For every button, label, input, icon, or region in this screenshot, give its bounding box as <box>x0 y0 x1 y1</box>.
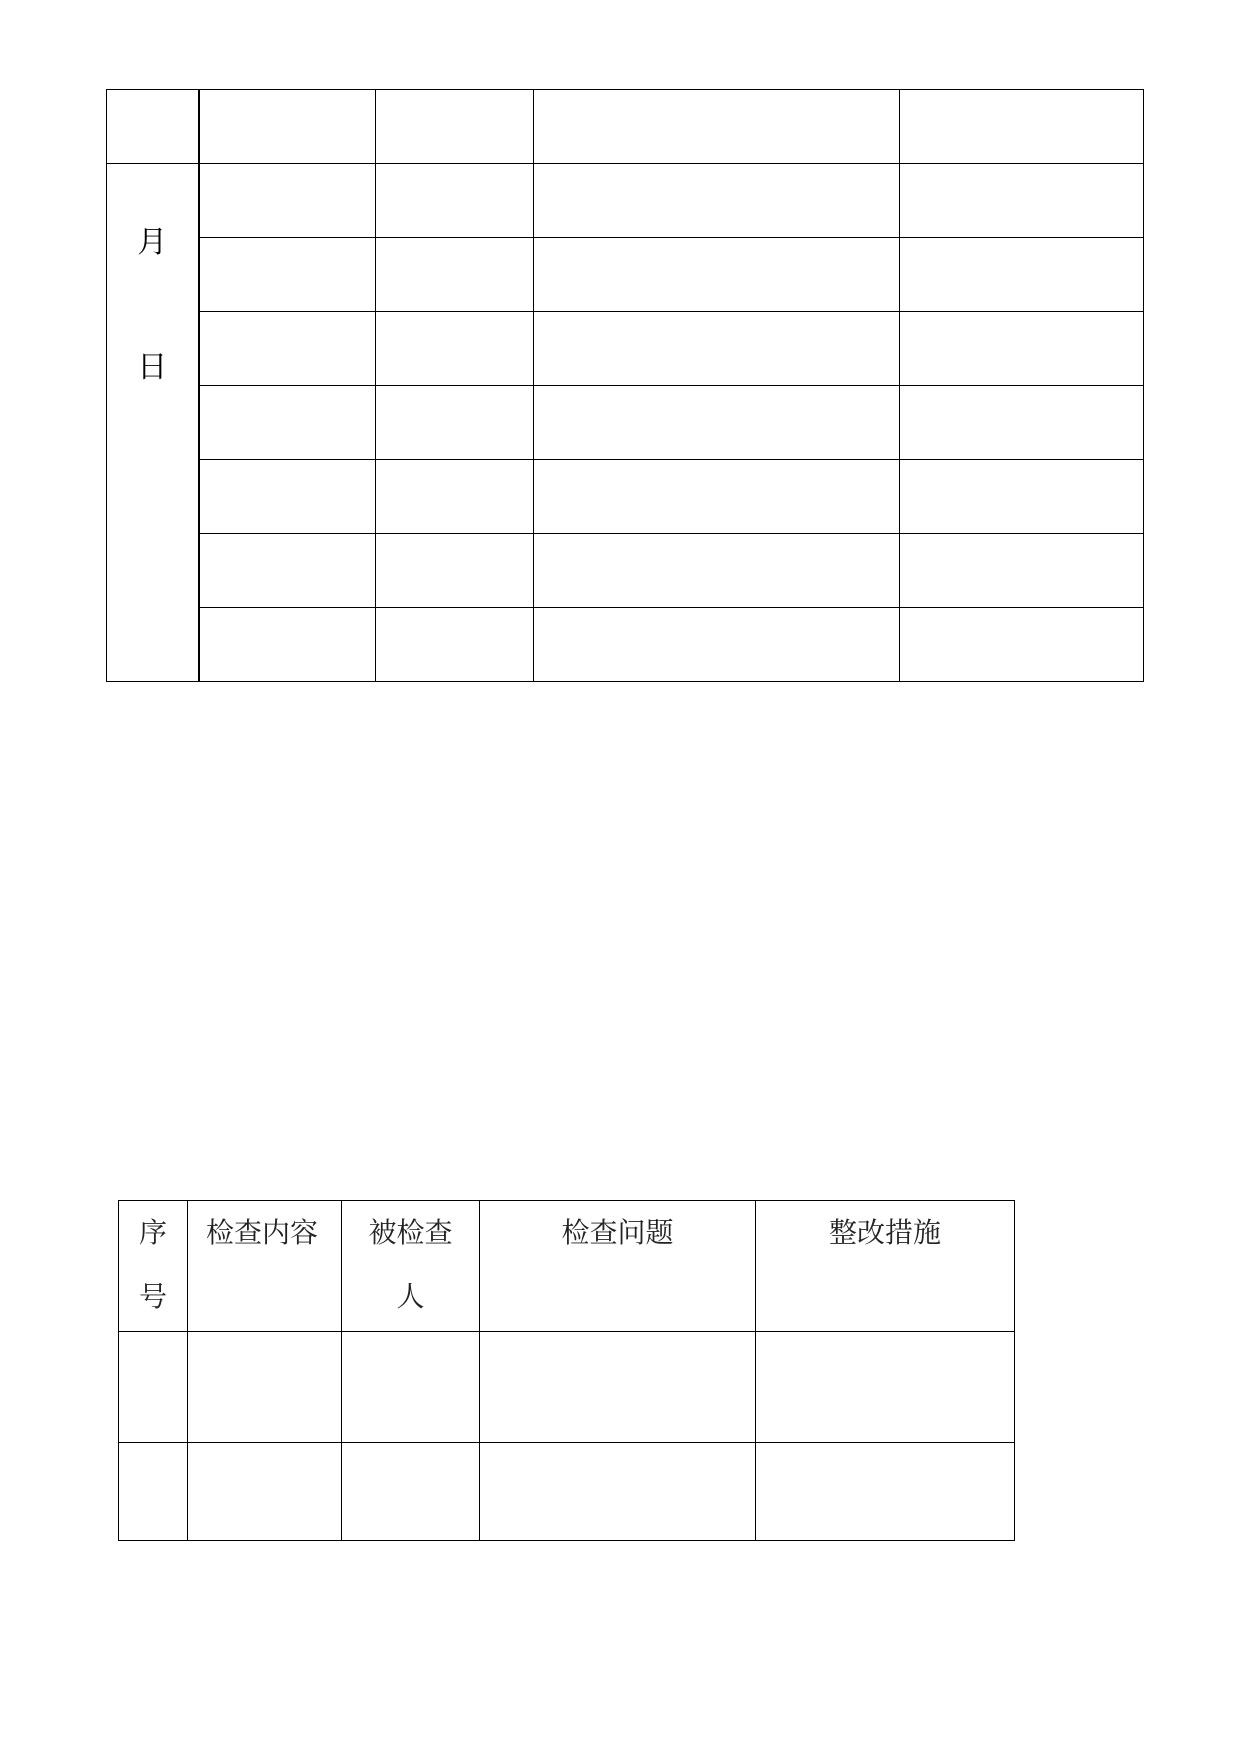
table-cell <box>376 312 534 386</box>
table-row <box>119 1443 1015 1541</box>
header-seq-number: 序 号 <box>119 1201 188 1332</box>
day-label: 日 <box>137 350 168 385</box>
table-cell <box>376 608 534 682</box>
table-cell <box>376 386 534 460</box>
table-cell <box>900 312 1144 386</box>
table-row <box>107 164 1144 238</box>
table-cell <box>534 238 900 312</box>
table-cell <box>342 1332 480 1443</box>
table-cell <box>900 460 1144 534</box>
header-cell <box>900 90 1144 164</box>
header-cell <box>376 90 534 164</box>
table-cell <box>534 312 900 386</box>
table-row <box>107 608 1144 682</box>
table-cell <box>119 1332 188 1443</box>
table-cell <box>534 460 900 534</box>
table-cell <box>900 534 1144 608</box>
table-cell <box>376 238 534 312</box>
table-cell <box>900 238 1144 312</box>
table-cell <box>188 1443 342 1541</box>
table-cell <box>199 238 376 312</box>
table-cell <box>199 534 376 608</box>
table-cell <box>480 1332 756 1443</box>
table-cell <box>756 1443 1015 1541</box>
table-cell <box>756 1332 1015 1443</box>
table-cell <box>342 1443 480 1541</box>
table-row <box>107 238 1144 312</box>
table-row <box>107 90 1144 164</box>
inspection-issues-table <box>118 1200 1015 1541</box>
header-rectification-measures: 整改措施 <box>756 1201 1015 1332</box>
table-cell <box>534 534 900 608</box>
table-cell <box>199 608 376 682</box>
daily-log-table <box>106 89 1144 682</box>
header-inspected-person: 被检查 人 <box>342 1201 480 1332</box>
table-cell <box>119 1443 188 1541</box>
table-row <box>119 1332 1015 1443</box>
table-cell <box>199 460 376 534</box>
table-cell <box>376 164 534 238</box>
table-header-row <box>119 1201 1015 1332</box>
table-cell <box>534 608 900 682</box>
header-cell <box>199 90 376 164</box>
corner-cell <box>107 90 199 164</box>
table-cell <box>199 164 376 238</box>
table-cell <box>534 386 900 460</box>
table-cell <box>900 386 1144 460</box>
header-inspection-content: 检查内容 <box>188 1201 342 1332</box>
header-inspection-problem: 检查问题 <box>480 1201 756 1332</box>
table-row <box>107 460 1144 534</box>
table-cell <box>376 460 534 534</box>
table-cell <box>480 1443 756 1541</box>
month-label: 月 <box>137 225 168 260</box>
date-cell <box>107 164 199 682</box>
table-row <box>107 386 1144 460</box>
header-cell <box>534 90 900 164</box>
table-cell <box>900 608 1144 682</box>
table-cell <box>199 312 376 386</box>
table-cell <box>188 1332 342 1443</box>
table-cell <box>534 164 900 238</box>
table-cell <box>900 164 1144 238</box>
table-cell <box>199 386 376 460</box>
table-row <box>107 312 1144 386</box>
table-cell <box>376 534 534 608</box>
table-row <box>107 534 1144 608</box>
